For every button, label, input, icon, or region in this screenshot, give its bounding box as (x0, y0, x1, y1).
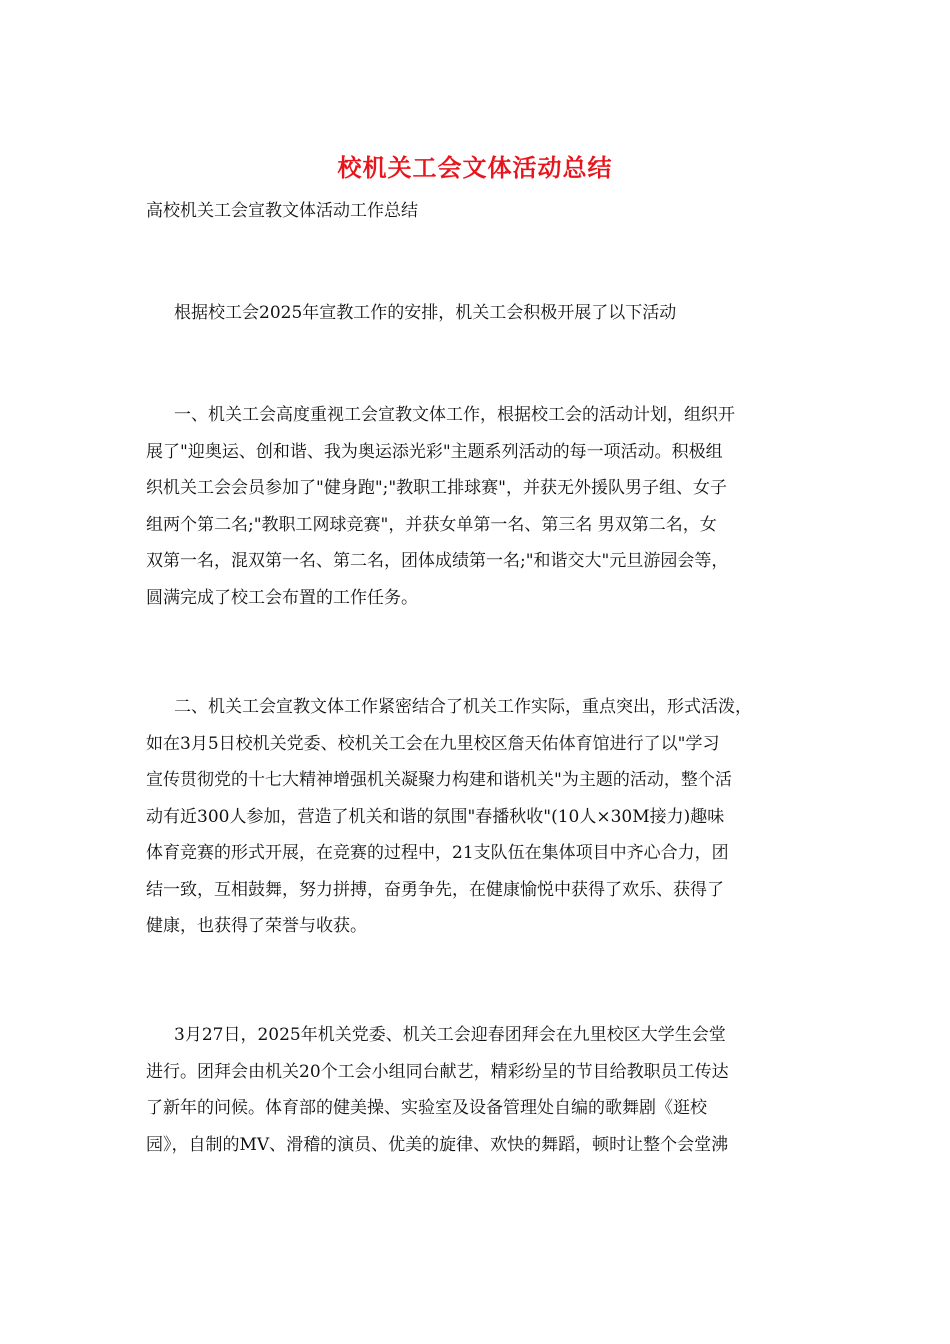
paragraph-line: 圆满完成了校工会布置的工作任务。 (146, 587, 418, 608)
paragraph-section-two (146, 689, 810, 945)
paragraph-line: 体育竞赛的形式开展，在竞赛的过程中，21支队伍在集体项目中齐心合力，团 (146, 843, 729, 863)
paragraph-line: 织机关工会会员参加了"健身跑";"教职工排球赛"，并获无外援队男子组、女子 (146, 478, 728, 498)
paragraph-line: 展了"迎奥运、创和谐、我为奥运添光彩"主题系列活动的每一项活动。积极组 (146, 441, 723, 462)
document-subtitle: 高校机关工会宣教文体活动工作总结 (146, 201, 418, 221)
paragraph-line: 如在3月5日校机关党委、校机关工会在九里校区詹天佑体育馆进行了以"学习 (146, 733, 720, 754)
paragraph-intro (146, 295, 810, 332)
paragraph-line: 园》，自制的MV、滑稽的演员、优美的旋律、欢快的舞蹈，顿时让整个会堂沸 (146, 1134, 729, 1155)
paragraph-section-one (146, 397, 810, 616)
paragraph-line: 健康，也获得了荣誉与收获。 (146, 916, 367, 936)
paragraph-line: 宣传贯彻党的十七大精神增强机关凝聚力构建和谐机关"为主题的活动，整个活 (146, 770, 732, 790)
paragraph-line: 双第一名，混双第一名、第二名，团体成绩第一名;"和谐交大"元旦游园会等， (146, 551, 729, 571)
paragraph-line: 动有近300人参加，营造了机关和谐的氛围"春播秋收"(10人×30M接力)趣味 (146, 806, 725, 827)
paragraph-line: 组两个第二名;"教职工网球竞赛"，并获女单第一名、第三名 男双第二名，女 (146, 514, 717, 535)
paragraph-line: 进行。团拜会由机关20个工会小组同台献艺，精彩纷呈的节目给教职员工传达 (146, 1061, 729, 1082)
paragraph-line: 一、机关工会高度重视工会宣教文体工作，根据校工会的活动计划，组织开 (174, 405, 735, 425)
document-title: 校机关工会文体活动总结 (337, 153, 613, 182)
paragraph-spring-gathering (146, 1017, 810, 1163)
paragraph-line: 根据校工会2025年宣教工作的安排，机关工会积极开展了以下活动 (174, 303, 677, 323)
paragraph-line: 了新年的问候。体育部的健美操、实验室及设备管理处自编的歌舞剧《逛校 (146, 1098, 707, 1118)
paragraph-line: 二、机关工会宣教文体工作紧密结合了机关工作实际，重点突出，形式活泼， (174, 697, 752, 717)
paragraph-line: 3月27日，2025年机关党委、机关工会迎春团拜会在九里校区大学生会堂 (174, 1025, 726, 1045)
paragraph-line: 结一致，互相鼓舞，努力拼搏，奋勇争先，在健康愉悦中获得了欢乐、获得了 (146, 879, 724, 900)
